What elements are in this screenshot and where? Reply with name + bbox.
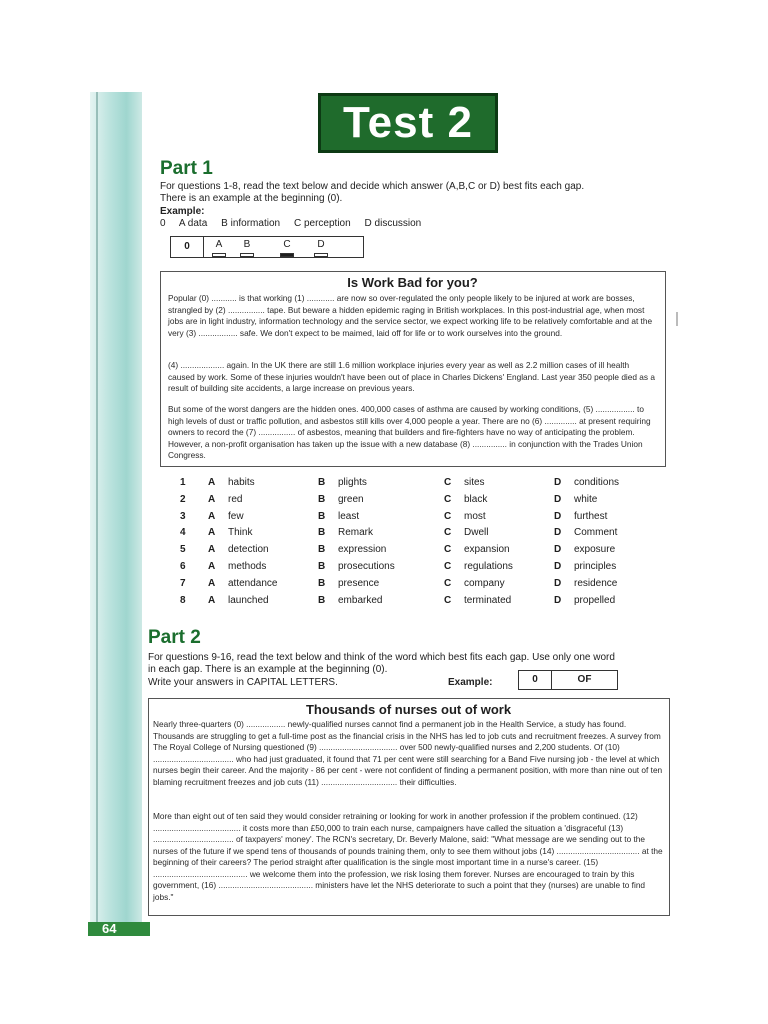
option-letter: C bbox=[444, 594, 452, 606]
option-b: prosecutions bbox=[338, 561, 395, 572]
option-letter: A bbox=[208, 510, 216, 522]
option-letter: C bbox=[444, 577, 452, 589]
option-letter: D bbox=[554, 493, 562, 505]
option-b: green bbox=[338, 493, 364, 505]
example-option-c: C bbox=[283, 239, 291, 250]
example-mark-d bbox=[314, 253, 328, 257]
example-option-a: A bbox=[215, 239, 223, 250]
option-b: Remark bbox=[338, 527, 374, 539]
test-title: Test 2 bbox=[318, 93, 498, 153]
option-letter: A bbox=[208, 527, 216, 539]
option-a: Think bbox=[228, 527, 253, 539]
option-letter: C bbox=[444, 493, 452, 505]
option-letter: B bbox=[318, 577, 326, 589]
option-letter: B bbox=[318, 477, 326, 488]
option-letter: D bbox=[554, 544, 562, 556]
option-c: most bbox=[464, 510, 486, 522]
option-d: Comment bbox=[574, 527, 618, 539]
option-row bbox=[180, 527, 650, 544]
sidebar-edge-line bbox=[96, 92, 98, 930]
option-a: red bbox=[228, 493, 243, 505]
part1-paragraph-3: But some of the worst dangers are the hidden ones. 400,000 cases of asthma are caused by working conditions, (5) ................. to high levels of dust or traffic pollution, and asbestos still kills over 4,000 people a year. There are no (6) .............. at present requiring owners to record the (7) ................ of asbestos, meaning that builders and fire-fighters have no way of anticipating the problem. However, a non-profit organisation has taken up the issue with a new database (8) ............... in conjunction with the Trades Union Congress. bbox=[168, 404, 651, 460]
option-c: terminated bbox=[464, 594, 512, 606]
option-d: exposure bbox=[574, 544, 616, 556]
option-a: habits bbox=[228, 477, 255, 488]
part1-example-answer-box bbox=[170, 236, 364, 258]
part1-instructions-1: For questions 1-8, read the text below and decide which answer (A,B,C or D) best fits each gap. bbox=[160, 181, 585, 192]
option-letter: B bbox=[318, 510, 326, 522]
option-letter: B bbox=[318, 544, 326, 556]
option-row bbox=[180, 511, 650, 528]
option-letter: B bbox=[318, 527, 326, 539]
part2-paragraph-2: More than eight out of ten said they would consider retraining or looking for work in another profession if the problem continued. (12) ...................................... it costs more than £50,000 to train each nurse, campaigners have called the situation a 'disgraceful (13) ................................... of taxpayers' money'. The RCN's secretary, Dr. Beverly Malone, said: "What message are we sending out to the nurses of the future if we spend tens of thousands of pounds training them, only to see them without jobs (14) .................................... at the beginning of their careers? The period straight after qualification is the single most important time in a nurse's career. (15) ......................................... we welcome them into the profession, we risk losing them forever. Nurses are encouraged to train by this government, (16) ......................................... ministers have let the NHS deteriorate to such a point that they (nurses) are unable to find jobs." bbox=[153, 811, 663, 902]
question-number: 2 bbox=[180, 493, 186, 505]
part1-instructions-2: There is an example at the beginning (0). bbox=[160, 193, 343, 204]
option-a: methods bbox=[228, 561, 267, 572]
option-c: black bbox=[464, 493, 488, 505]
option-row bbox=[180, 477, 650, 494]
option-letter: A bbox=[208, 493, 216, 505]
part2-reading-box bbox=[148, 698, 670, 916]
option-d: propelled bbox=[574, 594, 616, 606]
option-b: presence bbox=[338, 577, 380, 589]
option-b: plights bbox=[338, 477, 367, 488]
option-letter: C bbox=[444, 477, 452, 488]
option-b: least bbox=[338, 510, 360, 522]
part2-example-answer-box bbox=[518, 670, 618, 690]
page-number: 64 bbox=[88, 922, 150, 936]
option-c: expansion bbox=[464, 544, 510, 556]
question-number: 3 bbox=[180, 510, 186, 522]
example-mark-a bbox=[212, 253, 226, 257]
option-letter: A bbox=[208, 477, 216, 488]
option-letter: A bbox=[208, 594, 216, 606]
part2-example-label: Example: bbox=[448, 677, 493, 688]
part1-reading-box bbox=[160, 271, 666, 467]
part2-instructions-3: Write your answers in CAPITAL LETTERS. bbox=[148, 677, 338, 688]
option-d: furthest bbox=[574, 510, 608, 522]
part2-instructions-2: in each gap. There is an example at the beginning (0). bbox=[148, 664, 388, 675]
option-letter: D bbox=[554, 510, 562, 522]
part1-example-line: 0 A data B information C perception D discussion bbox=[160, 218, 422, 229]
option-c: sites bbox=[464, 477, 485, 488]
part2-example-number: 0 bbox=[519, 671, 552, 689]
option-row bbox=[180, 544, 650, 561]
part1-text-title: Is Work Bad for you? bbox=[347, 275, 478, 290]
part2-text-title: Thousands of nurses out of work bbox=[305, 702, 512, 717]
part1-paragraph-1: Popular (0) ........... is that working (1) ............ are now so over-regulated the only people likely to be injured at work are bosses, strangled by (2) ................ tape. But beware a hidden epidemic raging in British workplaces. In this post-industrial age, when most jobs are in light industry, information technology and the service sector, we expect working life to be relatively comfortable and at the very (3) ................. safe. We don't expect to be maimed, laid off for life or to work ourselves into the ground. bbox=[168, 293, 653, 338]
option-letter: B bbox=[318, 594, 326, 606]
option-c: company bbox=[464, 577, 505, 589]
option-d: white bbox=[574, 493, 598, 505]
option-d: residence bbox=[574, 577, 618, 589]
part2-instructions-1: For questions 9-16, read the text below and think of the word which best fits each gap. Use only one word bbox=[148, 652, 615, 663]
option-letter: D bbox=[554, 577, 562, 589]
option-a: few bbox=[228, 510, 244, 522]
option-letter: D bbox=[554, 561, 562, 572]
option-d: conditions bbox=[574, 477, 620, 488]
example-number: 0 bbox=[171, 237, 204, 257]
option-letter: A bbox=[208, 561, 216, 572]
option-letter: D bbox=[554, 477, 562, 488]
option-c: regulations bbox=[464, 561, 513, 572]
question-number: 7 bbox=[180, 577, 186, 589]
question-number: 8 bbox=[180, 594, 186, 606]
option-letter: C bbox=[444, 527, 452, 539]
option-c: Dwell bbox=[464, 527, 489, 539]
part2-heading: Part 2 bbox=[148, 627, 201, 648]
option-b: embarked bbox=[338, 594, 383, 606]
option-letter: C bbox=[444, 561, 452, 572]
example-option-d: D bbox=[317, 239, 325, 250]
option-a: launched bbox=[228, 594, 269, 606]
option-letter: D bbox=[554, 594, 562, 606]
part2-example-answer: OF bbox=[577, 674, 592, 685]
question-number: 1 bbox=[180, 477, 186, 488]
part1-heading: Part 1 bbox=[160, 158, 213, 179]
option-letter: A bbox=[208, 577, 216, 589]
option-letter: C bbox=[444, 544, 452, 556]
option-letter: A bbox=[208, 544, 216, 556]
option-a: detection bbox=[228, 544, 269, 556]
option-row bbox=[180, 578, 650, 595]
option-d: principles bbox=[574, 561, 617, 572]
part1-paragraph-2: (4) ................... again. In the UK there are still 1.6 million workplace injuries every year as well as 2.2 million cases of ill health caused by work. Some of these injuries wouldn't have been out of place in Charles Dickens' England. Last year 350 people died as a result of building site accidents, a large increase on previous years. bbox=[168, 360, 655, 393]
option-b: expression bbox=[338, 544, 387, 556]
scan-edge-mark bbox=[676, 312, 678, 326]
option-a: attendance bbox=[228, 577, 278, 589]
question-number: 6 bbox=[180, 561, 186, 572]
option-row bbox=[180, 561, 650, 578]
example-option-b: B bbox=[243, 239, 251, 250]
part1-example-label: Example: bbox=[160, 206, 205, 217]
option-letter: B bbox=[318, 561, 326, 572]
example-mark-c-selected bbox=[280, 253, 294, 257]
part2-paragraph-1: Nearly three-quarters (0) ................. newly-qualified nurses cannot find a permanent job in the Health Service, a study has found. Thousands are struggling to get a full-time post as the financial crisis in the NHS has led to job cuts and recruitment freezes. A survey from The Royal College of Nursing questioned (9) .................................. over 500 newly-qualified nurses and 2,200 students. Of (10) ................................... who had just graduated, it found that 71 per cent were still searching for a Band Five nursing job - the level at which nurses begin their career. And the majority - 86 per cent - were not confident of finding a permanent position, with more than nine out of ten blaming recruitment freezes and job cuts (11) ................................. their difficulties. bbox=[153, 719, 663, 787]
option-row bbox=[180, 595, 650, 612]
option-letter: B bbox=[318, 493, 326, 505]
option-letter: D bbox=[554, 527, 562, 539]
question-number: 5 bbox=[180, 544, 186, 556]
option-row bbox=[180, 494, 650, 511]
option-letter: C bbox=[444, 510, 452, 522]
question-number: 4 bbox=[180, 527, 186, 539]
example-mark-b bbox=[240, 253, 254, 257]
